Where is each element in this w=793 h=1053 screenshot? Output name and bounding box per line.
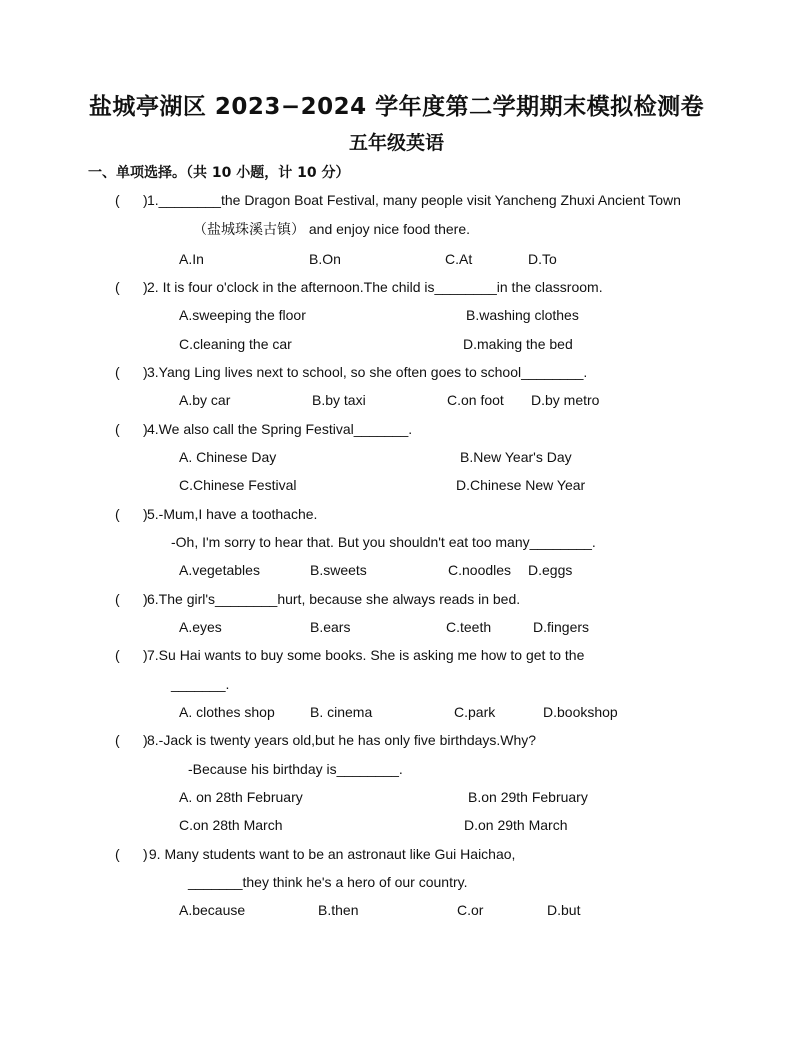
option-c: C.on foot [447,392,504,408]
option-a: A.sweeping the floor [179,307,306,323]
option-d: D.To [528,251,557,267]
option-a: A. Chinese Day [179,449,277,465]
question-text: 6.The girl's________hurt, because she always reads in bed. [147,591,521,607]
answer-blank[interactable]: ( ) [115,647,148,663]
exam-title: 盐城亭湖区 2023−2024 学年度第二学期期末模拟检测卷 [88,94,705,120]
question-text: 5.-Mum,I have a toothache. [147,506,318,522]
option-c: C.teeth [446,619,492,635]
option-b: B.ears [310,619,351,635]
answer-blank[interactable]: ( ) [115,364,148,380]
option-c: C.on 28th March [179,817,283,833]
question-text: _______they think he's a hero of our country. [188,874,468,890]
question-text: 2. It is four o'clock in the afternoon.The child is________in the classroom. [147,279,603,295]
option-c: C.cleaning the car [179,336,292,352]
option-d: D.making the bed [463,336,573,352]
option-d: D.bookshop [543,704,618,720]
question-text: （盐城珠溪古镇） and enjoy nice food there. [193,221,471,237]
question-text: -Because his birthday is________. [188,761,403,777]
option-c: C.At [445,251,473,267]
option-a: A.because [179,902,246,918]
option-a: A. clothes shop [179,704,275,720]
option-b: B.then [318,902,359,918]
question-text: -Oh, I'm sorry to hear that. But you shouldn't eat too many________. [171,534,596,550]
option-a: A.eyes [179,619,222,635]
option-b: B.by taxi [312,392,366,408]
question-text: 9. Many students want to be an astronaut like Gui Haichao, [145,846,516,862]
answer-blank[interactable]: ( ) [115,506,148,522]
answer-blank[interactable]: ( ) [115,421,148,437]
option-d: D.by metro [531,392,600,408]
option-d: D.but [547,902,581,918]
option-b: B.New Year's Day [460,449,572,465]
option-b: B.washing clothes [466,307,579,323]
question-text: _______. [171,676,230,692]
answer-blank[interactable]: ( ) [115,591,148,607]
section-heading: 一、单项选择。（共 10 小题，计 10 分） [88,165,350,181]
option-a: A. on 28th February [179,789,303,805]
option-d: D.Chinese New Year [456,477,586,493]
option-d: D.on 29th March [464,817,568,833]
answer-blank[interactable]: ( ) [115,279,148,295]
question-text: 8.-Jack is twenty years old,but he has only five birthdays.Why? [147,732,537,748]
option-d: D.eggs [528,562,573,578]
answer-blank[interactable]: ( ) [115,192,148,208]
option-a: A.In [179,251,204,267]
answer-blank[interactable]: ( ) [115,732,148,748]
option-b: B. cinema [310,704,373,720]
question-text: 3.Yang Ling lives next to school, so she often goes to school________. [147,364,588,380]
question-text: 1.________the Dragon Boat Festival, many people visit Yancheng Zhuxi Ancient Town [147,192,681,208]
option-c: C.park [454,704,496,720]
option-a: A.vegetables [179,562,260,578]
exam-subtitle: 五年级英语 [348,132,444,154]
question-text: 7.Su Hai wants to buy some books. She is asking me how to get to the [147,647,585,663]
option-c: C.or [457,902,484,918]
option-b: B.On [309,251,341,267]
option-d: D.fingers [533,619,590,635]
question-text: 4.We also call the Spring Festival_______. [147,421,413,437]
option-a: A.by car [179,392,231,408]
option-c: C.Chinese Festival [179,477,297,493]
option-b: B.sweets [310,562,367,578]
option-c: C.noodles [448,562,512,578]
option-b: B.on 29th February [468,789,588,805]
answer-blank[interactable]: ( ) [115,846,148,862]
